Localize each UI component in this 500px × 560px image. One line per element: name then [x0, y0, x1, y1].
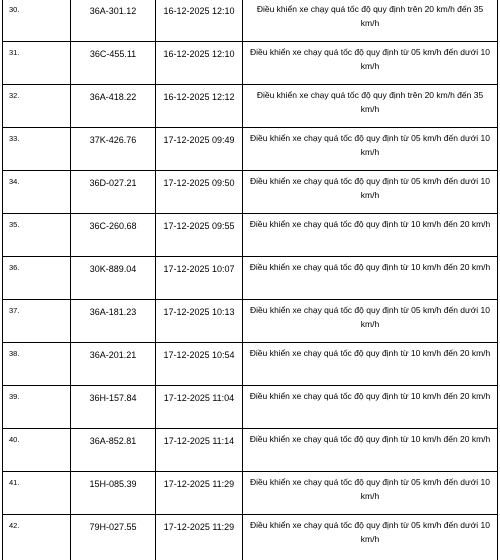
- violations-table: [2, 0, 498, 560]
- table-row: [3, 42, 498, 85]
- row-number: 32.: [3, 85, 71, 128]
- license-plate: 37K-426.76: [71, 128, 156, 171]
- violation-time: 17-12-2025 11:04: [156, 386, 243, 429]
- row-number: 40.: [3, 429, 71, 472]
- row-number: 41.: [3, 472, 71, 515]
- row-number: 39.: [3, 386, 71, 429]
- violation-time: 17-12-2025 09:55: [156, 214, 243, 257]
- violation-description: Điều khiển xe chạy quá tốc độ quy định từ 10 km/h đến 20 km/h: [243, 257, 498, 300]
- violation-description: Điều khiển xe chạy quá tốc độ quy định từ 10 km/h đến 20 km/h: [243, 214, 498, 257]
- license-plate: 36H-157.84: [71, 386, 156, 429]
- license-plate: 30K-889.04: [71, 257, 156, 300]
- violation-time: 17-12-2025 10:07: [156, 257, 243, 300]
- violation-description: Điều khiển xe chạy quá tốc độ quy định từ 05 km/h đến dưới 10 km/h: [243, 171, 498, 214]
- row-number: 35.: [3, 214, 71, 257]
- license-plate: 36C-260.68: [71, 214, 156, 257]
- violation-time: 16-12-2025 12:12: [156, 85, 243, 128]
- violation-time: 16-12-2025 12:10: [156, 0, 243, 42]
- row-number: 42.: [3, 515, 71, 560]
- violation-time: 16-12-2025 12:10: [156, 42, 243, 85]
- license-plate: 36A-181.23: [71, 300, 156, 343]
- violation-description: Điều khiển xe chạy quá tốc độ quy định từ 10 km/h đến 20 km/h: [243, 386, 498, 429]
- row-number: 30.: [3, 0, 71, 42]
- table-row: [3, 214, 498, 257]
- table-row: [3, 128, 498, 171]
- table-row: [3, 257, 498, 300]
- violation-time: 17-12-2025 11:14: [156, 429, 243, 472]
- violation-description: Điều khiển xe chạy quá tốc độ quy định từ 10 km/h đến 20 km/h: [243, 343, 498, 386]
- violation-description: Điều khiển xe chạy quá tốc độ quy định từ 05 km/h đến dưới 10 km/h: [243, 300, 498, 343]
- row-number: 38.: [3, 343, 71, 386]
- violation-time: 17-12-2025 11:29: [156, 515, 243, 560]
- table-row: [3, 515, 498, 560]
- violation-description: Điều khiển xe chạy quá tốc độ quy định từ 05 km/h đến dưới 10 km/h: [243, 472, 498, 515]
- violation-description: Điều khiển xe chạy quá tốc độ quy định từ 05 km/h đến dưới 10 km/h: [243, 128, 498, 171]
- license-plate: 15H-085.39: [71, 472, 156, 515]
- license-plate: 36A-852.81: [71, 429, 156, 472]
- violation-description: Điều khiển xe chạy quá tốc độ quy định từ 05 km/h đến dưới 10 km/h: [243, 42, 498, 85]
- row-number: 36.: [3, 257, 71, 300]
- violation-time: 17-12-2025 10:13: [156, 300, 243, 343]
- violation-time: 17-12-2025 09:49: [156, 128, 243, 171]
- table-row: [3, 429, 498, 472]
- table-row: [3, 472, 498, 515]
- table-row: [3, 343, 498, 386]
- table-row: [3, 171, 498, 214]
- license-plate: 36D-027.21: [71, 171, 156, 214]
- license-plate: 36A-201.21: [71, 343, 156, 386]
- violation-time: 17-12-2025 11:29: [156, 472, 243, 515]
- license-plate: 36C-455.11: [71, 42, 156, 85]
- violation-time: 17-12-2025 10:54: [156, 343, 243, 386]
- violation-description: Điều khiển xe chạy quá tốc độ quy định từ 10 km/h đến 20 km/h: [243, 429, 498, 472]
- license-plate: 36A-301.12: [71, 0, 156, 42]
- violation-description: Điều khiển xe chạy quá tốc độ quy định trên 20 km/h đến 35 km/h: [243, 85, 498, 128]
- violation-time: 17-12-2025 09:50: [156, 171, 243, 214]
- table-row: [3, 85, 498, 128]
- row-number: 31.: [3, 42, 71, 85]
- table-row: [3, 386, 498, 429]
- violation-description: Điều khiển xe chạy quá tốc độ quy định trên 20 km/h đến 35 km/h: [243, 0, 498, 42]
- violations-table-body: [3, 0, 498, 560]
- row-number: 34.: [3, 171, 71, 214]
- license-plate: 36A-418.22: [71, 85, 156, 128]
- table-row: [3, 300, 498, 343]
- table-row: [3, 0, 498, 42]
- row-number: 33.: [3, 128, 71, 171]
- license-plate: 79H-027.55: [71, 515, 156, 560]
- row-number: 37.: [3, 300, 71, 343]
- violation-description: Điều khiển xe chạy quá tốc độ quy định từ 05 km/h đến dưới 10 km/h: [243, 515, 498, 560]
